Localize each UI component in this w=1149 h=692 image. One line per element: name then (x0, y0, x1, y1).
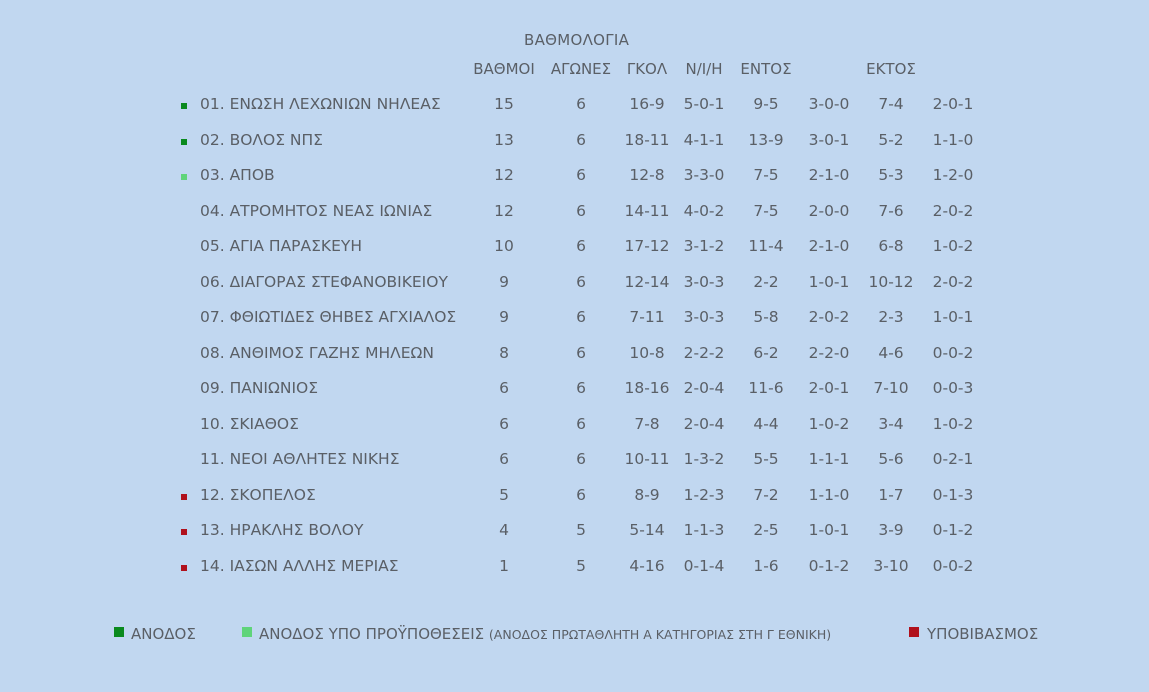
conditional-swatch (242, 627, 252, 637)
table-row (0, 557, 1149, 587)
cell-goals: 7-8 (634, 414, 660, 433)
cell-points: 15 (494, 95, 514, 113)
header-points: ΒΑΘΜΟΙ (473, 60, 535, 78)
cell-games: 6 (576, 130, 586, 149)
cell-goals: 14-11 (624, 201, 670, 220)
team-name: 08. ΑΝΘΙΜΟΣ ΓΑΖΗΣ ΜΗΛΕΩΝ (200, 343, 434, 362)
cell-games: 6 (576, 237, 586, 255)
cell-points: 6 (499, 450, 509, 468)
cell-games: 6 (576, 450, 586, 468)
cell-home-record: 1-1-1 (808, 450, 850, 468)
table-row (0, 415, 1149, 445)
cell-away-record: 1-1-0 (932, 130, 974, 149)
cell-points: 10 (494, 237, 514, 255)
cell-away-goals: 5-3 (878, 166, 904, 184)
team-name: 07. ΦΘΙΩΤΙΔΕΣ ΘΗΒΕΣ ΑΓΧΙΑΛΟΣ (200, 308, 457, 326)
team-name: 03. ΑΠΟΒ (200, 166, 275, 184)
cell-away-record: 2-0-2 (932, 272, 974, 291)
cell-points: 9 (499, 272, 509, 291)
cell-home-goals: 2-5 (753, 521, 779, 539)
cell-home-goals: 7-5 (753, 166, 779, 184)
cell-away-record: 0-1-3 (932, 485, 974, 504)
cell-games: 6 (576, 272, 586, 291)
promotion-swatch (114, 627, 124, 637)
cell-goals: 12-14 (624, 272, 670, 291)
table-row (0, 521, 1149, 551)
cell-away-goals: 6-8 (878, 237, 904, 255)
cell-games: 6 (576, 308, 586, 326)
team-name: 02. ΒΟΛΟΣ ΝΠΣ (200, 130, 323, 149)
cell-away-goals: 7-6 (878, 201, 904, 220)
cell-away-goals: 1-7 (878, 485, 904, 504)
cell-home-record: 3-0-0 (808, 95, 850, 113)
cell-home-record: 2-0-0 (808, 201, 850, 220)
table-row (0, 486, 1149, 516)
cell-home-record: 1-0-2 (808, 414, 850, 433)
cell-home-goals: 5-8 (753, 308, 779, 326)
cell-away-record: 2-0-1 (932, 95, 974, 113)
cell-away-goals: 7-4 (878, 95, 904, 113)
cell-record: 3-1-2 (683, 237, 725, 255)
table-row (0, 344, 1149, 374)
cell-away-record: 0-1-2 (932, 521, 974, 539)
cell-goals: 10-11 (624, 450, 670, 468)
cell-away-goals: 10-12 (868, 272, 914, 291)
conditional-marker (181, 174, 187, 180)
team-name: 01. ΕΝΩΣΗ ΛΕΧΩΝΙΩΝ ΝΗΛΕΑΣ (200, 95, 441, 113)
cell-home-goals: 4-4 (753, 414, 779, 433)
promotion-marker (181, 139, 187, 145)
cell-goals: 18-11 (624, 130, 670, 149)
cell-away-goals: 3-10 (873, 556, 909, 575)
team-name: 09. ΠΑΝΙΩΝΙΟΣ (200, 379, 319, 397)
cell-games: 6 (576, 95, 586, 113)
cell-home-goals: 5-5 (753, 450, 779, 468)
cell-home-record: 1-0-1 (808, 521, 850, 539)
cell-record: 2-0-4 (683, 414, 725, 433)
cell-away-goals: 3-9 (878, 521, 904, 539)
team-name: 11. ΝΕΟΙ ΑΘΛΗΤΕΣ ΝΙΚΗΣ (200, 450, 400, 468)
cell-home-goals: 11-6 (748, 379, 784, 397)
promotion-marker (181, 103, 187, 109)
cell-points: 1 (499, 556, 509, 575)
cell-record: 3-0-3 (683, 272, 725, 291)
cell-away-record: 1-0-2 (932, 237, 974, 255)
cell-record: 3-0-3 (683, 308, 725, 326)
cell-home-record: 1-1-0 (808, 485, 850, 504)
relegation-marker (181, 565, 187, 571)
table-row (0, 202, 1149, 232)
cell-home-goals: 6-2 (753, 343, 779, 362)
cell-home-goals: 7-5 (753, 201, 779, 220)
cell-points: 6 (499, 414, 509, 433)
cell-points: 12 (494, 201, 514, 220)
cell-points: 4 (499, 521, 509, 539)
table-row (0, 95, 1149, 125)
cell-away-goals: 5-6 (878, 450, 904, 468)
cell-games: 6 (576, 379, 586, 397)
cell-home-goals: 1-6 (753, 556, 779, 575)
cell-home-goals: 11-4 (748, 237, 784, 255)
cell-home-goals: 7-2 (753, 485, 779, 504)
cell-goals: 12-8 (629, 166, 665, 184)
cell-away-goals: 3-4 (878, 414, 904, 433)
team-name: 06. ΔΙΑΓΟΡΑΣ ΣΤΕΦΑΝΟΒΙΚΕΙΟΥ (200, 272, 448, 291)
header-home: ΕΝΤΟΣ (740, 60, 792, 78)
cell-goals: 10-8 (629, 343, 665, 362)
team-name: 04. ΑΤΡΟΜΗΤΟΣ ΝΕΑΣ ΙΩΝΙΑΣ (200, 201, 433, 220)
table-row (0, 308, 1149, 338)
cell-goals: 16-9 (629, 95, 665, 113)
cell-record: 5-0-1 (683, 95, 725, 113)
cell-home-record: 1-0-1 (808, 272, 850, 291)
cell-record: 4-0-2 (683, 201, 725, 220)
cell-points: 12 (494, 166, 514, 184)
cell-goals: 8-9 (634, 485, 660, 504)
legend-relegation: ΥΠΟΒΙΒΑΣΜΟΣ (927, 625, 1039, 643)
cell-away-goals: 7-10 (873, 379, 909, 397)
relegation-marker (181, 494, 187, 500)
cell-record: 4-1-1 (683, 130, 725, 149)
cell-goals: 5-14 (629, 521, 665, 539)
cell-record: 0-1-4 (683, 556, 725, 575)
relegation-marker (181, 529, 187, 535)
cell-home-record: 2-0-2 (808, 308, 850, 326)
cell-games: 6 (576, 343, 586, 362)
cell-games: 6 (576, 414, 586, 433)
cell-home-record: 2-1-0 (808, 237, 850, 255)
cell-points: 6 (499, 379, 509, 397)
cell-away-record: 1-0-2 (932, 414, 974, 433)
cell-away-record: 0-0-2 (932, 343, 974, 362)
legend-conditional-note: (ΑΝΟΔΟΣ ΠΡΩΤΑΘΛΗΤΗ Α ΚΑΤΗΓΟΡΙΑΣ ΣΤΗ Γ ΕΘΝΙΚΗ) (488, 627, 832, 642)
cell-points: 8 (499, 343, 509, 362)
cell-record: 2-2-2 (683, 343, 725, 362)
cell-goals: 18-16 (624, 379, 670, 397)
cell-home-record: 3-0-1 (808, 130, 850, 149)
cell-games: 6 (576, 201, 586, 220)
cell-away-goals: 2-3 (878, 308, 904, 326)
legend-conditional-label: ΑΝΟΔΟΣ ΥΠΟ ΠΡΟΫΠΟΘΕΣΕΙΣ (259, 625, 485, 643)
cell-away-goals: 4-6 (878, 343, 904, 362)
cell-points: 13 (494, 130, 514, 149)
table-row (0, 237, 1149, 267)
team-name: 13. ΗΡΑΚΛΗΣ ΒΟΛΟΥ (200, 521, 364, 539)
cell-record: 1-3-2 (683, 450, 725, 468)
header-goals: ΓΚΟΛ (626, 60, 668, 78)
table-row (0, 450, 1149, 480)
team-name: 12. ΣΚΟΠΕΛΟΣ (200, 485, 316, 504)
header-record: Ν/Ι/Η (685, 60, 723, 78)
header-away: ΕΚΤΟΣ (866, 60, 916, 78)
table-row (0, 273, 1149, 303)
cell-away-record: 0-2-1 (932, 450, 974, 468)
table-row (0, 166, 1149, 196)
cell-home-record: 2-2-0 (808, 343, 850, 362)
team-name: 14. ΙΑΣΩΝ ΑΛΛΗΣ ΜΕΡΙΑΣ (200, 556, 399, 575)
cell-away-record: 0-0-3 (932, 379, 974, 397)
cell-home-goals: 13-9 (748, 130, 784, 149)
cell-games: 6 (576, 485, 586, 504)
cell-home-goals: 9-5 (753, 95, 779, 113)
table-row (0, 379, 1149, 409)
cell-home-goals: 2-2 (753, 272, 779, 291)
cell-points: 5 (499, 485, 509, 504)
cell-record: 1-1-3 (683, 521, 725, 539)
cell-points: 9 (499, 308, 509, 326)
standings-title: ΒΑΘΜΟΛΟΓΙΑ (524, 31, 630, 49)
cell-games: 5 (576, 521, 586, 539)
cell-away-record: 1-2-0 (932, 166, 974, 184)
team-name: 05. ΑΓΙΑ ΠΑΡΑΣΚΕΥΗ (200, 237, 363, 255)
cell-games: 6 (576, 166, 586, 184)
team-name: 10. ΣΚΙΑΘΟΣ (200, 414, 299, 433)
legend-conditional (259, 625, 831, 643)
cell-home-record: 2-0-1 (808, 379, 850, 397)
cell-goals: 4-16 (629, 556, 665, 575)
cell-away-record: 1-0-1 (932, 308, 974, 326)
cell-away-goals: 5-2 (878, 130, 904, 149)
table-row (0, 131, 1149, 161)
legend (0, 625, 1149, 647)
cell-goals: 7-11 (629, 308, 665, 326)
cell-goals: 17-12 (624, 237, 670, 255)
cell-away-record: 0-0-2 (932, 556, 974, 575)
cell-record: 3-3-0 (683, 166, 725, 184)
cell-home-record: 0-1-2 (808, 556, 850, 575)
header-games: ΑΓΩΝΕΣ (550, 60, 612, 78)
legend-promotion: ΑΝΟΔΟΣ (131, 625, 196, 643)
relegation-swatch (909, 627, 919, 637)
cell-record: 2-0-4 (683, 379, 725, 397)
cell-away-record: 2-0-2 (932, 201, 974, 220)
cell-home-record: 2-1-0 (808, 166, 850, 184)
cell-record: 1-2-3 (683, 485, 725, 504)
cell-games: 5 (576, 556, 586, 575)
